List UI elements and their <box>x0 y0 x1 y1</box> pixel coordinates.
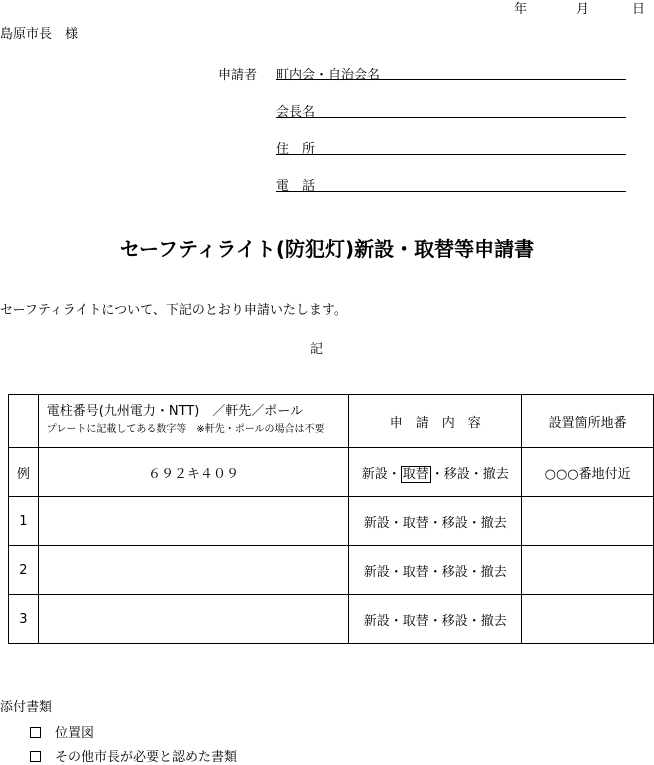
ki-label: 記 <box>310 342 324 357</box>
field-phone: 電 話 <box>276 179 316 194</box>
option-move-remove[interactable]: ・移設・撤去 <box>430 466 509 482</box>
option-move-remove[interactable]: ・移設・撤去 <box>428 564 507 580</box>
content-cell <box>349 448 522 497</box>
option-new[interactable]: 新設・ <box>363 613 403 629</box>
table-row <box>9 497 654 546</box>
option-new[interactable]: 新設・ <box>361 466 401 482</box>
pole-number-cell[interactable]: ６９２キ４０９ <box>38 448 348 497</box>
content-cell <box>349 595 522 644</box>
application-table <box>8 394 654 644</box>
addressee: 島原市長 様 <box>0 27 79 42</box>
option-move-remove[interactable]: ・移設・撤去 <box>428 515 507 531</box>
association-name-line <box>276 79 626 80</box>
location-cell[interactable]: ○○○番地付近 <box>522 448 654 497</box>
phone-line <box>276 191 626 192</box>
header-location: 設置箇所地番 <box>522 395 654 448</box>
pole-number-cell[interactable] <box>38 497 348 546</box>
option-new[interactable]: 新設・ <box>363 515 403 531</box>
header-content: 申 請 内 容 <box>349 395 522 448</box>
attachment-item <box>30 722 94 741</box>
table-row <box>9 595 654 644</box>
attachment-item-label: 位置図 <box>55 726 95 741</box>
checkbox-icon[interactable] <box>30 751 41 762</box>
option-replace[interactable]: 取替 <box>402 613 429 629</box>
pole-number-cell[interactable] <box>38 595 348 644</box>
date-year-label: 年 <box>514 2 528 17</box>
option-replace[interactable]: 取替 <box>402 564 429 580</box>
applicant-label: 申請者 <box>218 68 258 83</box>
checkbox-icon[interactable] <box>30 727 41 738</box>
date-day-label: 日 <box>632 2 646 17</box>
option-replace[interactable]: 取替 <box>402 515 429 531</box>
attachment-item <box>30 746 237 765</box>
content-cell <box>349 497 522 546</box>
pole-number-cell[interactable] <box>38 546 348 595</box>
field-president-name: 会長名 <box>276 105 316 120</box>
row-number: 2 <box>9 546 39 595</box>
location-cell[interactable] <box>522 595 654 644</box>
location-cell[interactable] <box>522 497 654 546</box>
table-header-row <box>9 395 654 448</box>
date-month-label: 月 <box>576 2 590 17</box>
row-number: 1 <box>9 497 39 546</box>
location-cell[interactable] <box>522 546 654 595</box>
content-cell <box>349 546 522 595</box>
row-number: 例 <box>9 448 39 497</box>
intro-text: セーフティライトについて、下記のとおり申請いたします。 <box>0 303 347 318</box>
option-replace-selected[interactable]: 取替 <box>402 466 429 482</box>
header-pole-line2: プレートに記載してある数字等 ※軒先・ポールの場合は不要 <box>46 424 325 435</box>
table-row <box>9 448 654 497</box>
field-address: 住 所 <box>276 142 316 157</box>
page-title: セーフティライト(防犯灯)新設・取替等申請書 <box>119 237 535 261</box>
president-name-line <box>276 117 626 118</box>
option-move-remove[interactable]: ・移設・撤去 <box>428 613 507 629</box>
field-association-name: 町内会・自治会名 <box>276 68 381 83</box>
option-new[interactable]: 新設・ <box>363 564 403 580</box>
row-number: 3 <box>9 595 39 644</box>
address-line <box>276 154 626 155</box>
attachments-label: 添付書類 <box>0 700 53 715</box>
attachment-item-label: その他市長が必要と認めた書類 <box>55 750 238 765</box>
table-row <box>9 546 654 595</box>
header-pole-line1: 電柱番号(九州電力・NTT) ／軒先／ポール <box>46 404 304 419</box>
header-pole-number <box>38 395 348 448</box>
